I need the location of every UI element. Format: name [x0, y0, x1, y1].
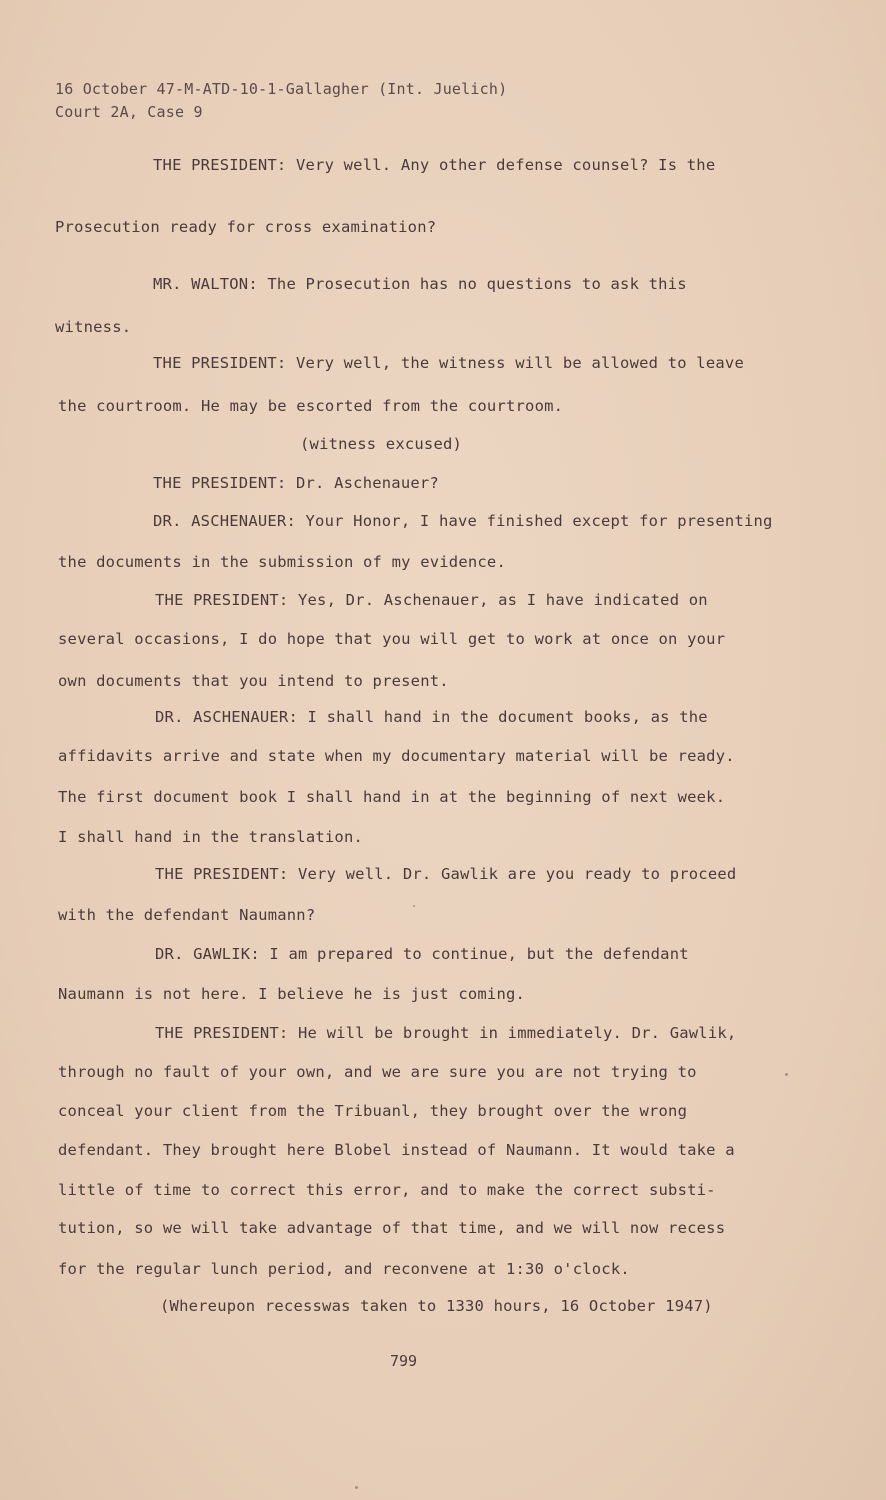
body-line: THE PRESIDENT: Dr. Aschenauer?: [153, 474, 439, 492]
body-line: with the defendant Naumann?: [58, 906, 316, 924]
body-line: THE PRESIDENT: Very well. Dr. Gawlik are you ready to proceed: [155, 865, 737, 883]
body-line: little of time to correct this error, and to make the correct substi-: [58, 1181, 716, 1199]
body-line: I shall hand in the translation.: [58, 828, 364, 846]
paper-speck: [355, 1486, 358, 1489]
page-number: 799: [390, 1352, 418, 1370]
body-line: THE PRESIDENT: Very well, the witness will be allowed to leave: [153, 354, 744, 372]
body-line: MR. WALTON: The Prosecution has no questions to ask this: [153, 275, 687, 293]
paper-speck: [413, 905, 415, 907]
body-line: DR. GAWLIK: I am prepared to continue, but the defendant: [155, 945, 689, 963]
body-line: the documents in the submission of my evidence.: [58, 553, 506, 571]
body-line: the courtroom. He may be escorted from the courtroom.: [58, 397, 564, 415]
body-line: THE PRESIDENT: He will be brought in immediately. Dr. Gawlik,: [155, 1024, 737, 1042]
body-line: defendant. They brought here Blobel instead of Naumann. It would take a: [58, 1141, 735, 1159]
body-line: (Whereupon recesswas taken to 1330 hours, 16 October 1947): [160, 1297, 713, 1315]
body-line: through no fault of your own, and we are sure you are not trying to: [58, 1063, 697, 1081]
body-line: affidavits arrive and state when my documentary material will be ready.: [58, 747, 735, 765]
body-line: THE PRESIDENT: Yes, Dr. Aschenauer, as I have indicated on: [155, 591, 708, 609]
body-line: The first document book I shall hand in at the beginning of next week.: [58, 788, 726, 806]
body-line: for the regular lunch period, and reconvene at 1:30 o'clock.: [58, 1260, 630, 1278]
header-line-1: 16 October 47-M-ATD-10-1-Gallagher (Int. Juelich): [55, 80, 508, 98]
body-line: THE PRESIDENT: Very well. Any other defense counsel? Is the: [153, 156, 716, 174]
body-line: tution, so we will take advantage of that time, and we will now recess: [58, 1219, 726, 1237]
paper-speck: [785, 1073, 788, 1076]
body-line: conceal your client from the Tribuanl, they brought over the wrong: [58, 1102, 688, 1120]
body-line: own documents that you intend to present.: [58, 672, 449, 690]
body-line: several occasions, I do hope that you will get to work at once on your: [58, 630, 726, 648]
body-line: (witness excused): [300, 435, 463, 453]
body-line: DR. ASCHENAUER: I shall hand in the document books, as the: [155, 708, 708, 726]
body-line: DR. ASCHENAUER: Your Honor, I have finished except for presenting: [153, 512, 773, 530]
body-line: witness.: [55, 318, 132, 336]
header-line-2: Court 2A, Case 9: [55, 103, 203, 121]
body-line: Naumann is not here. I believe he is just coming.: [58, 985, 526, 1003]
body-line: Prosecution ready for cross examination?: [55, 218, 437, 236]
